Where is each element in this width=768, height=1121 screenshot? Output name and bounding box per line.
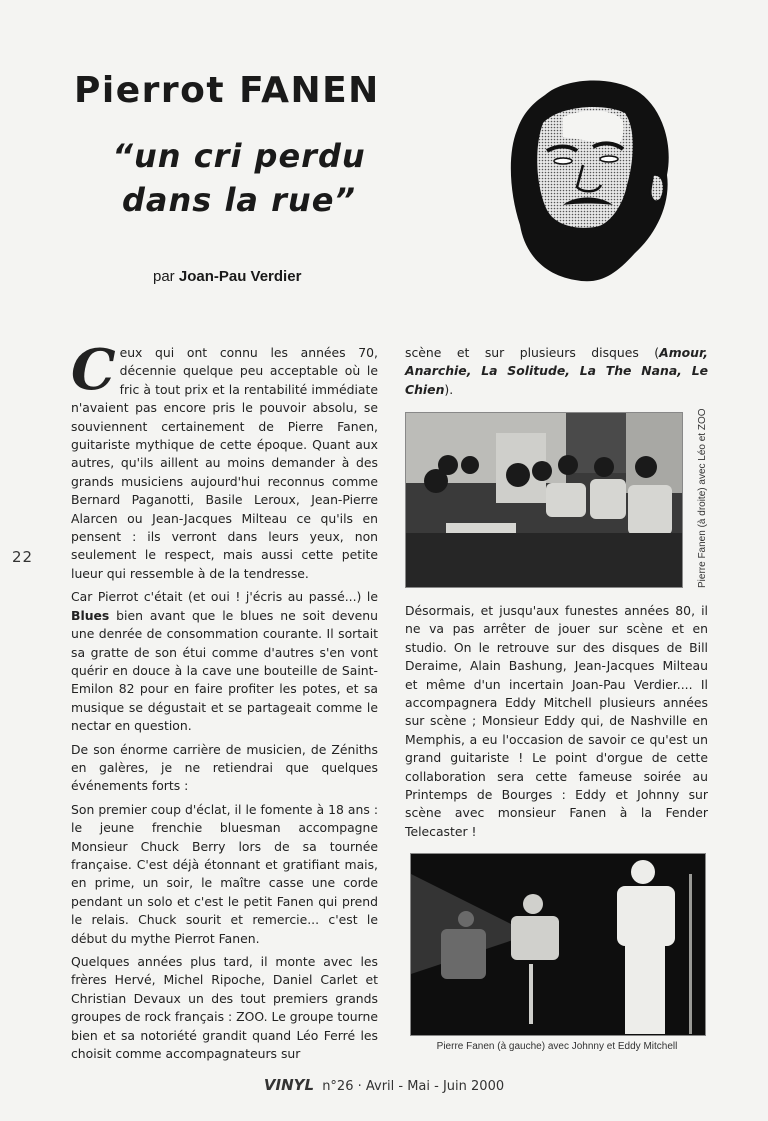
subtitle-line-2: dans la rue” xyxy=(121,181,357,219)
footer xyxy=(0,1076,768,1094)
portrait-illustration xyxy=(505,75,675,285)
paragraph-zoo: Quelques années plus tard, il monte avec les frères Hervé, Michel Ripoche, Daniel Carlet et Christian Devaux un des tout premiers grands groupes de rock français : ZOO. Le groupe tourne bien et sa notoriété grandit quand Léo Ferré les choisit comme accompagnateurs sur xyxy=(71,954,378,1062)
page-number: 22 xyxy=(12,548,34,566)
left-column xyxy=(71,337,378,1068)
paragraph-albums-before: scène et sur plusieurs disques ( xyxy=(405,345,660,360)
byline-prefix: par xyxy=(153,268,175,285)
subtitle-line-1: “un cri perdu xyxy=(112,137,366,175)
title-block xyxy=(74,68,404,222)
left-eye xyxy=(554,158,572,164)
right-column-top xyxy=(405,344,708,404)
paragraph-blues-after: bien avant que le blues ne soit devenu une denrée de consommation courante. Il sortait sa gratte de son étui comme d'autres s'en vont quérir en douce à la cave une bouteille de Saint-Emilon 82 pour en faire profiter les potes, et sa musique se dégustait et se partageait comme le nectar en question. xyxy=(71,607,378,734)
magazine-name: VINYL xyxy=(263,1076,315,1094)
paragraph-career: De son énorme carrière de musicien, de Zéniths en galères, je ne retiendrai que quelques événements forts : xyxy=(71,741,378,794)
issue-info: n°26 · Avril - Mai - Juin 2000 xyxy=(322,1079,505,1094)
paragraph-blues-bold: Blues xyxy=(71,607,110,623)
ear xyxy=(651,175,664,202)
article-title: Pierrot FANEN xyxy=(74,70,380,111)
photo-stage-johnny-eddy xyxy=(410,853,706,1036)
byline xyxy=(153,268,301,285)
paragraph-eighties: Désormais, et jusqu'aux funestes années 80, il ne va pas arrêter de jouer sur scène et en studio. On le retrouve sur des disques de Bill Deraime, Alain Bashung, Jean-Jacques Milteau et même d'un incertain Joan-Pau Verdier.... Il accompagnera Eddy Mitchell plusieurs années sur scène ; Monsieur Eddy qui, de Nashville en Memphis, a eu l'occasion de savoir ce qu'est un grand guitariste ! Le point d'orgue de cette collaboration sera cette fameuse soirée au Printemps de Bourges : Eddy et Johnny sur scène avec monsieur Fanen à la Fender Telecaster ! xyxy=(405,603,708,839)
photo-zoo-band xyxy=(405,412,683,588)
article-subtitle xyxy=(74,134,404,222)
photo-stage-caption: Pierre Fanen (à gauche) avec Johnny et Eddy Mitchell xyxy=(436,1041,678,1052)
right-eye xyxy=(600,156,618,162)
drop-cap: C xyxy=(71,337,116,403)
right-column-bottom xyxy=(405,602,708,846)
paragraph-albums-after: ). xyxy=(444,381,454,397)
photo-zoo-band-image xyxy=(406,413,682,587)
byline-author: Joan-Pau Verdier xyxy=(178,268,302,285)
paragraph-chuck-berry: Son premier coup d'éclat, il le fomente à 18 ans : le jeune frenchie bluesman accompagne Monsieur Chuck Berry lors de sa tournée française. C'est déjà étonnant et gratifiant mais, en prime, un soir, le maître casse une corde pendant un solo et c'est le petit Fanen qui prend le relais. Chuck sourit et remercie... c'est le début du mythe Pierrot Fanen. xyxy=(71,801,378,946)
paragraph-blues-before: Car Pierrot c'était (et oui ! j'écris au passé...) le xyxy=(71,589,378,605)
paragraph-intro-text: eux qui ont connu les années 70, décennie quelque peu acceptable où le fric à tout prix et la rentabilité immédiate n'avaient pas encore pris le pouvoir absolu, se souviennent certainement de Pierre Fanen, guitariste mythique de cette époque. Quant aux autres, qu'ils aillent au moins demander à des grands musiciens aujourd'hui reconnus comme Bernard Paganotti, Basile Leroux, Jean-Pierre Alarcen ou Jean-Jacques Milteau ce qu'ils en pensent : ils verront dans leurs yeux, non seulement le respect, mais aussi cette petite lueur qui ressemble à de la tendresse. xyxy=(71,345,378,581)
paragraph-intro xyxy=(71,337,378,583)
album-titles: Amour, Anarchie, La Solitude, La The Nana, Le Chien xyxy=(405,345,708,397)
paragraph-blues xyxy=(71,588,378,735)
photo-stage-image xyxy=(411,854,705,1035)
paragraph-albums xyxy=(405,344,708,399)
photo-zoo-band-caption: Pierre Fanen (à droite) avec Léo et ZOO xyxy=(697,408,708,588)
